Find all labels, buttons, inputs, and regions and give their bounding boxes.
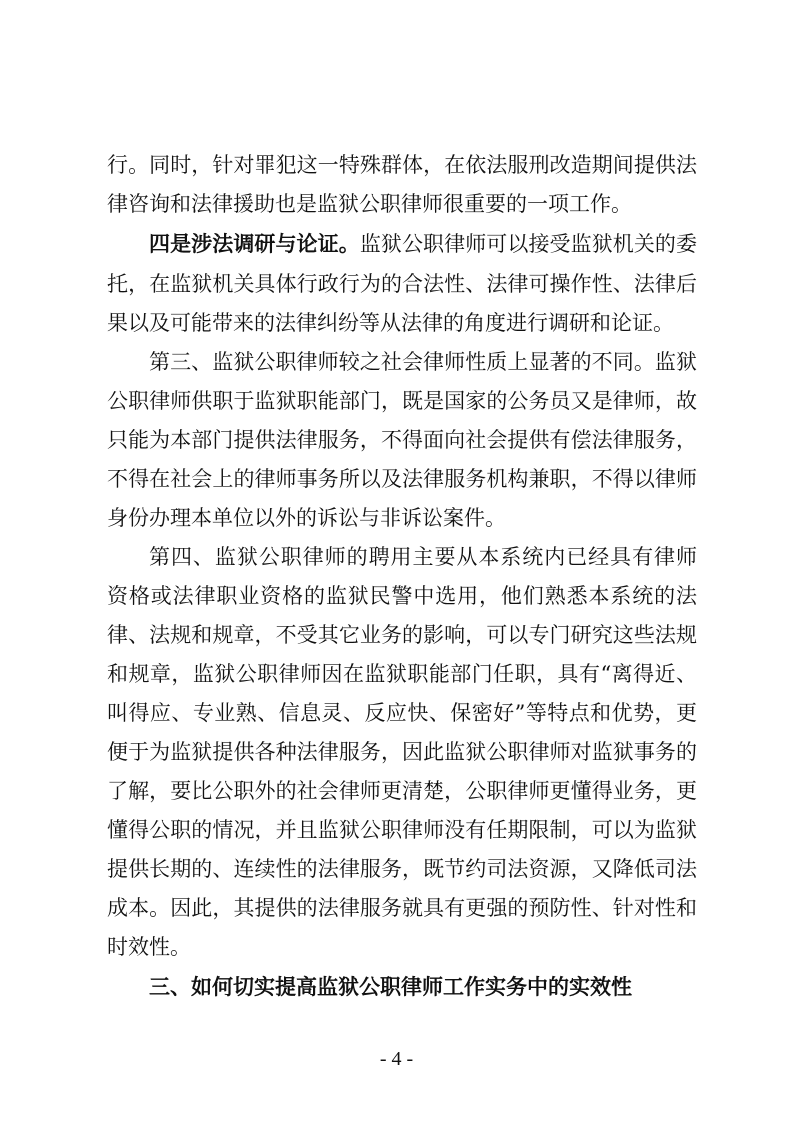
paragraph-line: 资格或法律职业资格的监狱民警中选用，他们熟悉本系统的法 [107, 584, 697, 608]
paragraph-text: 监狱公职律师可以接受监狱机关的委 [359, 232, 697, 256]
paragraph-line: 成本。因此，其提供的法律服务就具有更强的预防性、针对性和 [107, 896, 697, 920]
paragraph-line: 懂得公职的情况，并且监狱公职律师没有任期限制，可以为监狱 [107, 818, 697, 842]
paragraph-line: 只能为本部门提供法律服务，不得面向社会提供有偿法律服务， [107, 428, 697, 452]
paragraph-line: 果以及可能带来的法律纠纷等从法律的角度进行调研和论证。 [107, 311, 674, 335]
paragraph-line: 第四、监狱公职律师的聘用主要从本系统内已经具有律师 [149, 545, 697, 569]
paragraph-line: 律咨询和法律援助也是监狱公职律师很重要的一项工作。 [107, 192, 632, 216]
page-number: - 4 - [379, 1048, 414, 1070]
paragraph-line: 不得在社会上的律师事务所以及法律服务机构兼职，不得以律师 [107, 467, 697, 491]
paragraph-line: 便于为监狱提供各种法律服务，因此监狱公职律师对监狱事务的 [107, 740, 697, 764]
paragraph-line: 托，在监狱机关具体行政行为的合法性、法律可操作性、法律后 [107, 272, 697, 296]
paragraph-line: 公职律师供职于监狱职能部门，既是国家的公务员又是律师，故 [107, 389, 697, 413]
section-heading: 三、如何切实提高监狱公职律师工作实务中的实效性 [149, 975, 632, 999]
paragraph-line: 第三、监狱公职律师较之社会律师性质上显著的不同。监狱 [149, 350, 697, 374]
paragraph-line: 和规章，监狱公职律师因在监狱职能部门任职，具有“离得近、 [107, 662, 697, 686]
bold-lead-text: 四是涉法调研与论证。 [149, 232, 360, 256]
paragraph-line: 律、法规和规章，不受其它业务的影响，可以专门研究这些法规 [107, 623, 697, 647]
paragraph-line: 提供长期的、连续性的法律服务，既节约司法资源，又降低司法 [107, 857, 697, 881]
paragraph-line: 行。同时，针对罪犯这一特殊群体，在依法服刑改造期间提供法 [107, 153, 697, 177]
paragraph-line [149, 228, 697, 260]
paragraph-line: 身份办理本单位以外的诉讼与非诉讼案件。 [107, 506, 506, 530]
paragraph-line: 时效性。 [107, 935, 191, 959]
paragraph-line: 叫得应、专业熟、信息灵、反应快、保密好”等特点和优势，更 [107, 701, 697, 725]
paragraph-line: 了解，要比公职外的社会律师更清楚，公职律师更懂得业务，更 [107, 779, 697, 803]
